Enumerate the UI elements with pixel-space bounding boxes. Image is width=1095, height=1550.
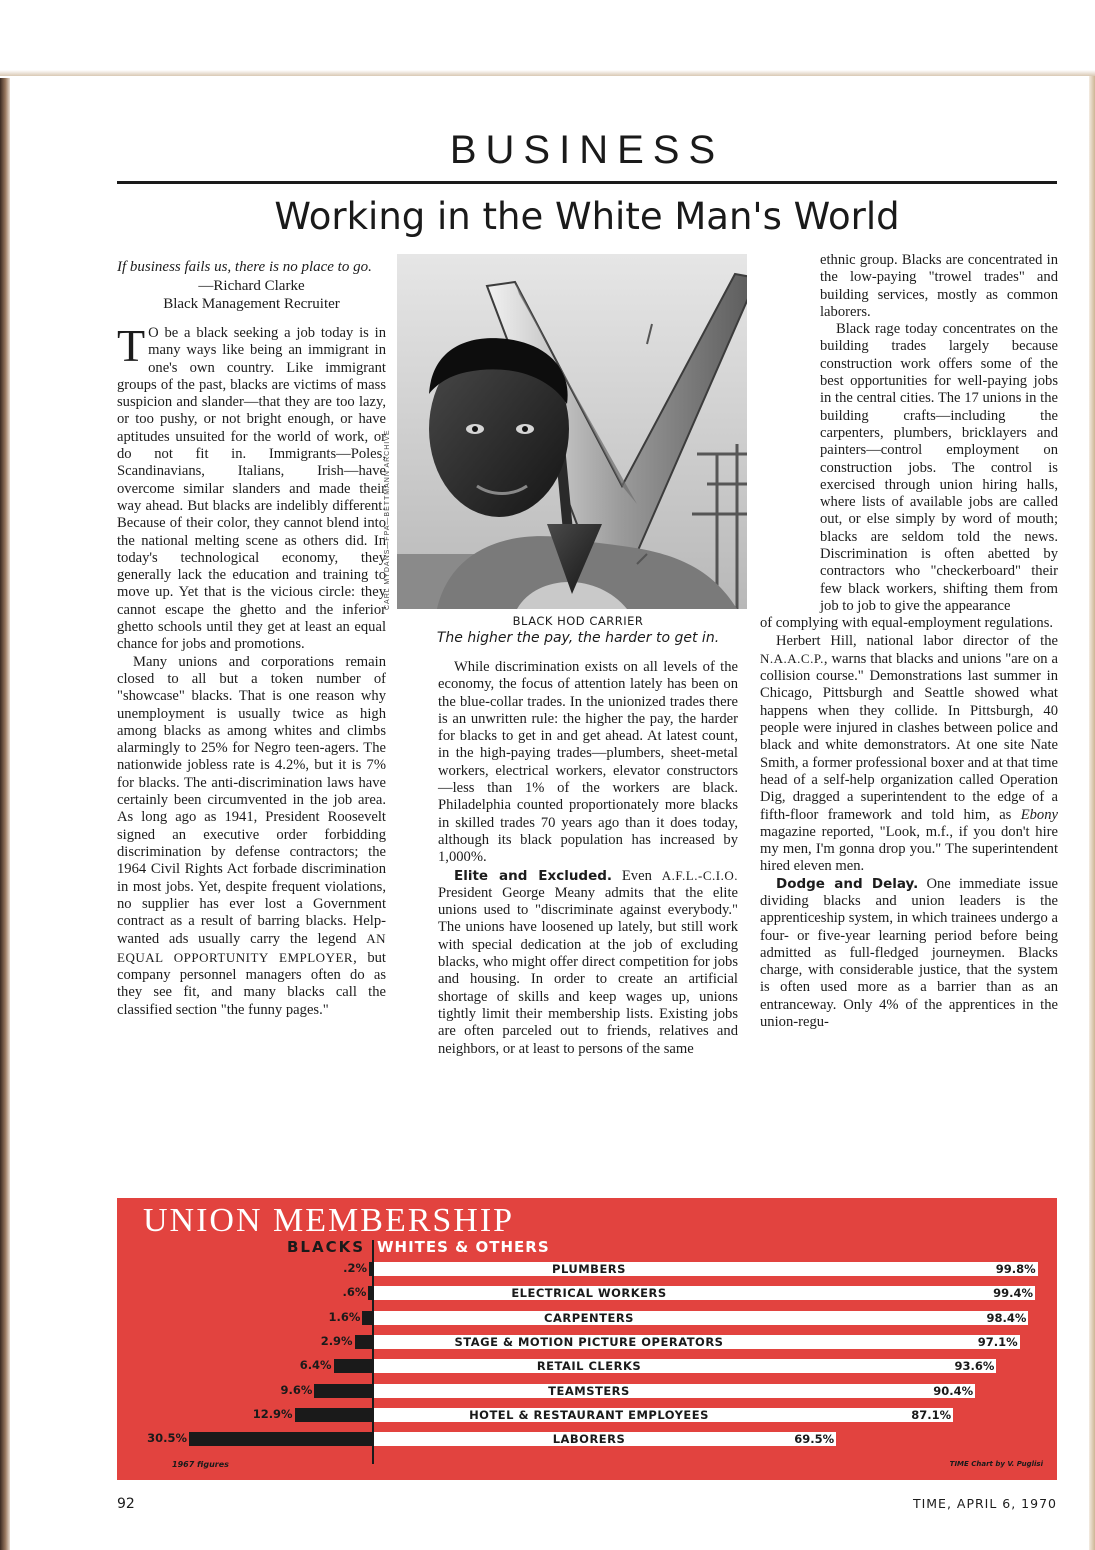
epigraph — [117, 258, 386, 313]
photo-caption-title: BLACK HOD CARRIER — [512, 614, 644, 628]
whites-value-label: 97.1% — [977, 1334, 1018, 1349]
column-3-lead — [820, 252, 1058, 615]
chart-footnote: 1967 figures — [172, 1460, 229, 1469]
blacks-value-label: 12.9% — [252, 1406, 293, 1421]
category-label: ELECTRICAL WORKERS — [511, 1286, 667, 1301]
epigraph-role: Black Management Recruiter — [163, 296, 340, 312]
whites-value-label: 69.5% — [794, 1432, 835, 1447]
chart-row — [117, 1382, 1057, 1399]
chart-row — [117, 1430, 1057, 1447]
whites-value-label: 93.6% — [954, 1359, 995, 1374]
whites-value-label: 99.8% — [995, 1262, 1036, 1276]
legend-whites: WHITES & OTHERS — [377, 1238, 550, 1256]
text-column-1 — [117, 258, 386, 1019]
paragraph: While discrimination exists on all levels of the economy, the focus of attention lately has been on the blue-collar trades. In the unionized trades there is an unwritten rule: the higher the pay, the harder for blacks to get in and get ahead. At latest count, in the high-paying trades—plumbers, sheet-metal workers, electrical workers, elevator constructors—less than 1% of the workers are black. Philadelphia counted proportionately more blacks in skilled trades 70 years ago than it does today, although its black population has increased by 1,000%. — [438, 659, 738, 866]
blacks-value-label: 2.9% — [320, 1333, 353, 1348]
whites-value-label: 87.1% — [911, 1407, 952, 1422]
whites-value-label: 99.4% — [993, 1286, 1033, 1301]
epigraph-author: —Richard Clarke — [198, 278, 305, 294]
category-label: HOTEL & RESTAURANT EMPLOYEES — [469, 1407, 709, 1422]
union-membership-chart — [117, 1198, 1057, 1480]
whites-value-label: 90.4% — [933, 1383, 974, 1398]
blacks-value-label: 30.5% — [147, 1431, 187, 1446]
paragraph: Herbert Hill, national labor director of the N.A.A.C.P., warns that blacks and unions "are on a collision course." Demonstrations last summer in Chicago, Pittsburgh and Seattle showed what happens when they collide. In Pittsburgh, 40 people were injured in clashes between police and black and white demonstrators. At one site Nate Smith, a former professional boxer and at that time head of a self-help organization called Operation Dig, dragged a superintendent to the edge of a fifth-floor framework and told him, as Ebony magazine reported, "Look, m.f., if you don't hire my men, I'm gonna drop you." The superintendent hired eleven men. — [760, 632, 1058, 875]
blacks-bar — [314, 1384, 372, 1398]
blacks-bar — [362, 1311, 372, 1325]
chart-row — [117, 1284, 1057, 1301]
page-edge-top — [0, 70, 1095, 76]
blacks-bar — [295, 1408, 372, 1422]
chart-row — [117, 1357, 1057, 1374]
chart-row — [117, 1333, 1057, 1350]
blacks-bar — [334, 1359, 372, 1373]
subhead: Dodge and Delay. — [776, 875, 919, 892]
paragraph: of complying with equal-employment regulations. — [760, 615, 1054, 632]
photo-illustration — [397, 254, 747, 609]
blacks-value-label: .6% — [342, 1285, 367, 1300]
blacks-value-label: 1.6% — [328, 1309, 361, 1324]
paragraph: ethnic group. Blacks are concentrated in the low-paying "trowel trades" and building services, mostly as common laborers. — [820, 252, 1058, 320]
category-label: STAGE & MOTION PICTURE OPERATORS — [454, 1334, 724, 1349]
paragraph: Elite and Excluded. Even A.F.L.-C.I.O. President George Meany admits that the elite unions used to "discriminate against everybody." The unions have loosened up lately, but still work with special dedication at the job of excluding blacks, who might offer direct competition for jobs and housing. In order to create an artificial shortage of skills and keep wages up, unions tightly limit their membership lists. Existing jobs are often parceled out to friends, relatives and neighbors, or at least to persons of the same — [438, 867, 738, 1057]
whites-value-label: 98.4% — [986, 1310, 1027, 1325]
blacks-bar — [368, 1286, 372, 1300]
blacks-bar — [355, 1335, 372, 1349]
paragraph: T O be a black seeking a job today is in many ways like being an immigrant in one's own country. Like immigrant groups of the past, blacks are victims of mass suspicion and slander—that they are too lazy, or too pushy, or not bright enough, or have aptitudes unsuited for the world of work, or do not fit in. Immigrants—Poles, Scandinavians, Italians, Irish—have overcome similar slanders and made their way ahead. But blacks are indelibly different. Because of their color, they cannot blend into the national melting scene as others did. In today's technological economy, they generally lack the education and training to move up. Yet that is the vicious circle: they cannot escape the ghetto and the inferior ghetto schools until they get at least an equal chance for jobs and promotions. — [117, 320, 386, 653]
subhead: Elite and Excluded. — [454, 867, 613, 884]
photo-caption: The higher the pay, the harder to get in. — [436, 630, 720, 646]
blacks-bar — [189, 1432, 372, 1446]
category-label: CARPENTERS — [544, 1310, 634, 1325]
article-headline: Working in the White Man's World — [274, 195, 900, 238]
chart-credit: TIME Chart by V. Puglisi — [949, 1460, 1043, 1468]
legend-blacks: BLACKS — [287, 1238, 366, 1256]
category-label: LABORERS — [552, 1432, 626, 1447]
category-label: RETAIL CLERKS — [536, 1359, 642, 1374]
paragraph: Dodge and Delay. One immediate issue dividing blacks and union leaders is the apprenticeship system, in which trainees undergo a four- or five-year learning period before being admitted as full-fledged journeymen. Blacks charge, with considerable justice, that the system is often used more as a barrier than as an entranceway. Only 4% of the apprentices in the union-regu- — [760, 875, 1058, 1031]
drop-cap: T — [117, 320, 146, 371]
blacks-value-label: 6.4% — [299, 1358, 332, 1373]
section-title: BUSINESS — [449, 128, 725, 172]
photo-credit: CARL MYDANS—FPA—BETTMANN ARCHIVE — [384, 429, 391, 610]
blacks-value-label: .2% — [343, 1261, 367, 1275]
page-edge-left — [0, 78, 10, 1550]
paragraph: Many unions and corporations remain closed to all but a token number of "showcase" blacks. That is one reason why unemployment is usually twice as high among blacks as among whites and climbs alarmingly to 25% for Negro teen-agers. The nationwide jobless rate is 4.2%, but it is 7% for blacks. The anti-discrimination laws have certainly been circumvented in the job area. As long ago as 1941, President Roosevelt signed an executive order forbidding discrimination by defense contractors; the 1964 Civil Rights Act forbade discrimination in most jobs. Yet, despite frequent violations, no supplier has ever lost a Government contract as a result of barring blacks. Help-wanted ads usually carry the legend AN EQUAL OPPORTUNITY EMPLOYER, but company personnel managers often do as they see fit, and many blacks call the classified section "the funny pages." — [117, 653, 386, 1018]
blacks-value-label: 9.6% — [280, 1382, 313, 1397]
epigraph-quote: If business fails us, there is no place to go. — [117, 259, 372, 275]
text-column-3 — [760, 252, 1058, 1031]
paragraph: Black rage today concentrates on the building trades largely because construction work offers some of the best opportunities for well-paying jobs in the central cities. The 17 unions in the building crafts—including the carpenters, plumbers, bricklayers and painters—control employment on construction jobs. The control is exercised through union hiring halls, where lists of available jobs are called out, or else simply by word of mouth; blacks are seldom told the news. Discrimination is often abetted by contractors who "checkerboard" their few black workers, shifting them from job to job to give the appearance — [820, 321, 1058, 614]
chart-title: UNION MEMBERSHIP — [143, 1202, 515, 1239]
page-edge-right — [1089, 76, 1095, 1550]
chart-row — [117, 1406, 1057, 1423]
chart-row — [117, 1309, 1057, 1326]
section-rule — [117, 181, 1057, 184]
chart-row — [117, 1260, 1057, 1277]
hod-carrier-photo — [397, 254, 747, 609]
blacks-bar — [369, 1262, 372, 1276]
text-column-2 — [438, 659, 738, 1058]
dateline: TIME, APRIL 6, 1970 — [912, 1496, 1057, 1511]
category-label: TEAMSTERS — [548, 1383, 630, 1398]
category-label: PLUMBERS — [552, 1262, 626, 1276]
page-number: 92 — [117, 1496, 135, 1512]
